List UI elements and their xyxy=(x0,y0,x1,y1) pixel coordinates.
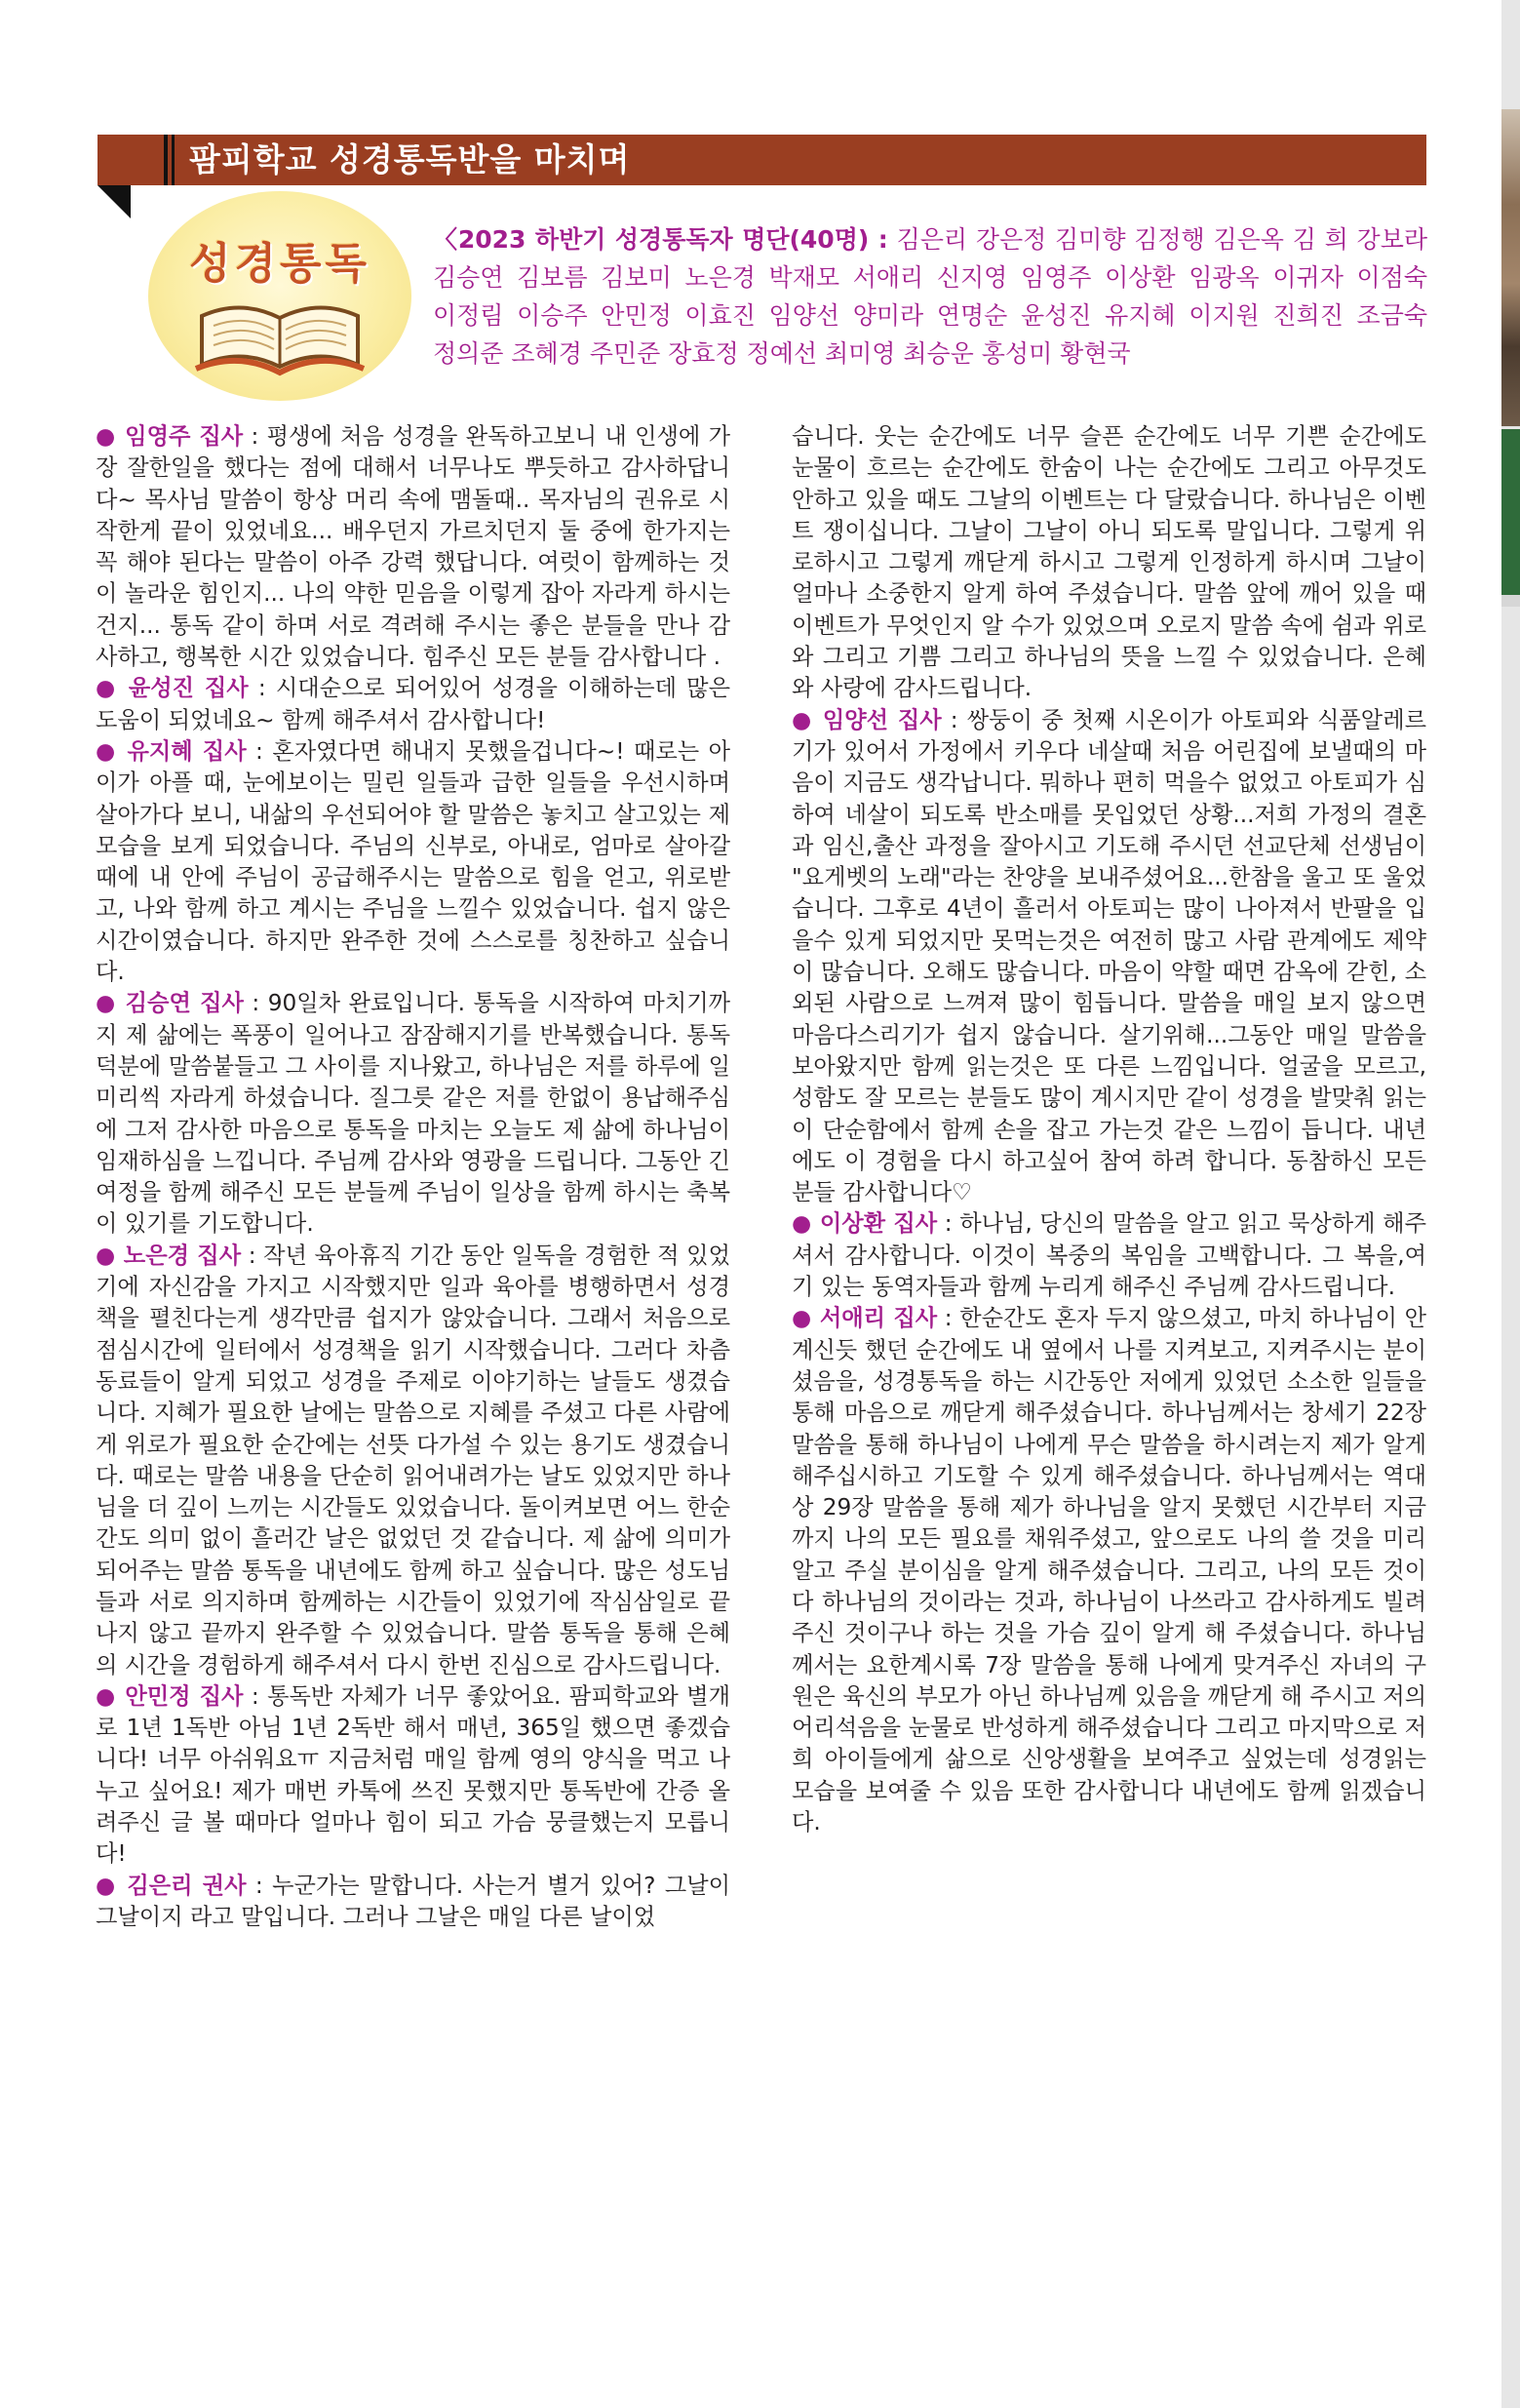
reader-roster xyxy=(433,220,1427,373)
edge-stripe xyxy=(1501,595,1520,607)
bible-reading-logo xyxy=(148,191,411,401)
testimony: ● 유지혜 집사 : 혼자였다면 해내지 못했을겁니다~! 때로는 아이가 아플 때, 눈에보이는 밀린 일들과 급한 일들을 우선시하며 살아가다 보니, 내삶의 우선되어야 할 말씀은 놓치고 살고있는 제모습을 보게 되었습니다. 주님의 신부로, 아내로, 엄마로 살아갈 때에 내 안에 주님이 공급해주시는 말씀으로 힘을 얻고, 위로받고, 나와 함께 하고 계시는 주님을 느낄수 있었습니다. 쉽지 않은 시간이였습니다. 하지만 완주한 것에 스스로를 칭찬하고 싶습니다. xyxy=(96,737,730,986)
bullet-icon: ● xyxy=(96,1242,124,1269)
edge-green-tab xyxy=(1501,429,1520,595)
testimony-text: 평생에 처음 성경을 완독하고보니 내 인생에 가장 잘한일을 했다는 점에 대해서 너무나도 뿌듯하고 감사하답니다~ 목사님 말씀이 항상 머리 속에 맴돌때.. 목자님의 권유로 시작한게 끝이 있었네요... 배우던지 가르치던지 둘 중에 한가지는 꼭 해야 된다는 말씀이 아주 강력 했답니다. 여럿이 함께하는 것이 놀라운 힘인지... 나의 약한 믿음을 이렇게 잡아 자라게 하시는 건지... 통독 같이 하며 서로 격려해 주시는 좋은 분들을 만나 감사하고, 행복한 시간 있었습니다. 힘주신 모든 분들 감사합니다 . xyxy=(96,423,730,671)
testimony-author: 임영주 집사 xyxy=(125,423,244,450)
testimony-text: 습니다. 웃는 순간에도 너무 슬픈 순간에도 너무 기쁜 순간에도 눈물이 흐르는 순간에도 한숨이 나는 순간에도 그리고 아무것도 안하고 있을 때도 그날의 이벤트는 다 달랐습니다. 하나님은 이벤트 쟁이십니다. 그날이 그날이 아니 되도록 말입니다. 그렇게 위로하시고 그렇게 깨닫게 하시고 그렇게 인정하게 하시며 그날이 얼마나 소중한지 알게 하여 주셨습니다. 말씀 앞에 깨어 있을 때 이벤트가 무엇인지 알 수가 있었으며 오로지 말씀 속에 쉼과 위로와 그리고 기쁨 그리고 하나님의 뜻을 느낄 수 있었습니다. 은혜와 사랑에 감사드립니다. xyxy=(792,423,1426,702)
testimony-text: 하나님, 당신의 말씀을 알고 읽고 묵상하게 해주셔서 감사합니다. 이것이 복중의 복임을 고백합니다. 그 복을,여기 있는 동역자들과 함께 누리게 해주신 주님께 감사드립니다. xyxy=(792,1210,1426,1301)
testimony-text: 누군가는 말합니다. 사는거 별거 있어? 그날이 그날이지 라고 말입니다. 그러나 그날은 매일 다른 날이었 xyxy=(96,1872,730,1930)
bullet-icon: ● xyxy=(96,1682,126,1710)
testimony-author: 임양선 집사 xyxy=(822,706,942,733)
bullet-icon: ● xyxy=(96,990,126,1017)
open-book-icon xyxy=(192,287,368,384)
testimony: ● 노은경 집사 : 작년 육아휴직 기간 동안 일독을 경험한 적 있었기에 자신감을 가지고 시작했지만 일과 육아를 병행하면서 성경책을 펼친다는게 생각만큼 쉽지가 않았습니다. 그래서 처음으로 점심시간에 일터에서 성경책을 읽기 시작했습니다. 그러다 차츰 동료들이 알게 되었고 성경을 주제로 이야기하는 날들도 생겼습니다. 지혜가 필요한 날에는 말씀으로 지혜를 주셨고 다른 사람에게 위로가 필요한 순간에는 선뜻 다가설 수 있는 용기도 생겼습니다. 때로는 말씀 내용을 단순히 읽어내려가는 날도 있었지만 하나님을 더 깊이 느끼는 시간들도 있었습니다. 돌이켜보면 어느 한순간도 의미 없이 흘러간 날은 없었던 것 같습니다. 제 삶에 의미가 되어주는 말씀 통독을 내년에도 함께 하고 싶습니다. 많은 성도님들과 서로 의지하며 함께하는 시간들이 있었기에 작심삼일로 끝나지 않고 끝까지 완주할 수 있었습니다. 말씀 통독을 통해 은혜의 시간을 경험하게 해주셔서 다시 한번 진심으로 감사드립니다. xyxy=(96,1242,730,1678)
section-title: 팜피학교 성경통독반을 마치며 xyxy=(189,140,631,178)
testimony: ● 임영주 집사 : 평생에 처음 성경을 완독하고보니 내 인생에 가장 잘한일을 했다는 점에 대해서 너무나도 뿌듯하고 감사하답니다~ 목사님 말씀이 항상 머리 속에 맴돌때.. 목자님의 권유로 시작한게 끝이 있었네요... 배우던지 가르치던지 둘 중에 한가지는 꼭 해야 된다는 말씀이 아주 강력 했답니다. 여럿이 함께하는 것이 놀라운 힘인지... 나의 약한 믿음을 이렇게 잡아 자라게 하시는 건지... 통독 같이 하며 서로 격려해 주시는 좋은 분들을 만나 감사하고, 행복한 시간 있었습니다. 힘주신 모든 분들 감사합니다 . xyxy=(96,423,730,671)
testimony: ● 김은리 권사 : 누군가는 말합니다. 사는거 별거 있어? 그날이 그날이지 라고 말입니다. 그러나 그날은 매일 다른 날이었 xyxy=(96,1872,730,1930)
header-divider xyxy=(164,135,168,185)
roster-names: 김은리 강은정 김미향 김정행 김은옥 김 희 강보라 xyxy=(896,225,1427,254)
roster-line: 이정림 이승주 안민정 이효진 임양선 양미라 연명순 윤성진 유지혜 이지원 진희진 조금숙 xyxy=(433,301,1427,330)
testimony-text: 시대순으로 되어있어 성경을 이해하는데 많은 도움이 되었네요~ 함께 해주셔서 감사합니다! xyxy=(96,675,730,733)
header-corner-fold xyxy=(97,185,131,218)
testimony-text: 혼자였다면 해내지 못했을겁니다~! 때로는 아이가 아플 때, 눈에보이는 밀린 일들과 급한 일들을 우선시하며 살아가다 보니, 내삶의 우선되어야 할 말씀은 놓치고 살고있는 제모습을 보게 되었습니다. 주님의 신부로, 아내로, 엄마로 살아갈 때에 내 안에 주님이 공급해주시는 말씀으로 힘을 얻고, 위로받고, 나와 함께 하고 계시는 주님을 느낄수 있었습니다. 쉽지 않은 시간이였습니다. 하지만 완주한 것에 스스로를 칭찬하고 싶습니다. xyxy=(96,737,730,986)
testimony: ● 안민정 집사 : 통독반 자체가 너무 좋았어요. 팜피학교와 별개로 1년 1독반 아님 1년 2독반 해서 매년, 365일 했으면 좋겠습니다! 너무 아쉬워요ㅠ 지금처럼 매일 함께 영의 양식을 먹고 나누고 싶어요! 제가 매번 카톡에 쓰진 못했지만 통독반에 간증 올려주신 글 볼 때마다 얼마나 힘이 되고 가슴 뭉클했는지 모릅니다! xyxy=(96,1682,730,1868)
testimony: ● 서애리 집사 : 한순간도 혼자 두지 않으셨고, 마치 하나님이 안계신듯 했던 순간에도 내 옆에서 나를 지켜보고, 지켜주시는 분이셨음을, 성경통독을 하는 시간동안 저에게 있었던 소소한 일들을 통해 마음으로 깨닫게 해주셨습니다. 하나님께서는 창세기 22장 말씀을 통해 하나님이 나에게 무슨 말씀을 하시려는지 제가 알게 해주십시하고 기도할 수 있게 해주셨습니다. 하나님께서는 역대상 29장 말씀을 통해 제가 하나님을 알지 못했던 시간부터 지금까지 나의 모든 필요를 채워주셨고, 앞으로도 나의 쓸 것을 미리 알고 주실 분이심을 알게 해주셨습니다. 그리고, 나의 모든 것이 다 하나님의 것이라는 것과, 하나님이 나쓰라고 감사하게도 빌려주신 것이구나 하는 것을 가슴 깊이 알게 해 주셨습니다. 하나님께서는 요한계시록 7장 말씀을 통해 나에게 맞겨주신 자녀의 구원은 육신의 부모가 아닌 하나님께 있음을 깨닫게 해 주시고 저의 어리석음을 눈물로 반성하게 해주셨습니다 그리고 마지막으로 저희 아이들에게 삶으로 신앙생활을 보여주고 싶었는데 성경읽는 모습을 보여줄 수 있음 또한 감사합니다 내년에도 함께 읽겠습니다. xyxy=(792,1305,1426,1836)
bullet-icon: ● xyxy=(96,737,128,765)
logo-text: 성경통독 xyxy=(188,239,370,289)
testimony: ● 이상환 집사 : 하나님, 당신의 말씀을 알고 읽고 묵상하게 해주셔서 감사합니다. 이것이 복중의 복임을 고백합니다. 그 복을,여기 있는 동역자들과 함께 누리게 해주신 주님께 감사드립니다. xyxy=(792,1210,1426,1301)
testimony-author: 서애리 집사 xyxy=(819,1305,938,1332)
testimony-text: 쌍둥이 중 첫째 시온이가 아토피와 식품알레르기가 있어서 가정에서 키우다 네살때 처음 어린집에 보낼때의 마음이 지금도 생각납니다. 뭐하나 편히 먹을수 없었고 아토피가 심하여 네살이 되도록 반소매를 못입었던 상황...저희 가정의 결혼과 임신,출산 과정을 잘아시고 기도해 주시던 선교단체 선생님이 "요게벳의 노래"라는 찬양을 보내주셨어요...한참을 울고 또 울었습니다. 그후로 4년이 흘러서 아토피는 많이 나아져서 반팔을 입을수 있게 되었지만 못먹는것은 여전히 많고 사람 관계에도 제약이 많습니다. 오해도 많습니다. 마음이 약할 때면 감옥에 갇힌, 소외된 사람으로 느껴져 많이 힘듭니다. 말씀을 매일 보지 않으면 마음다스리기가 쉽지 않습니다. 살기위해...그동안 매일 말씀을 보아왔지만 함께 읽는것은 또 다른 느낌입니다. 얼굴을 모르고, 성함도 잘 모르는 분들도 많이 계시지만 같이 성경을 발맞춰 읽는 이 단순함에서 함께 손을 잡고 가는것 같은 느낌이 듭니다. 내년에도 이 경험을 다시 하고싶어 참여 하려 합니다. 동참하신 모든 분들 감사합니다♡ xyxy=(792,706,1426,1206)
testimony-author: 이상환 집사 xyxy=(819,1210,938,1238)
testimony-author: 안민정 집사 xyxy=(125,1682,244,1710)
testimony-author: 노은경 집사 xyxy=(123,1242,242,1269)
testimony: ● 김승연 집사 : 90일차 완료입니다. 통독을 시작하여 마치기까지 제 삶에는 폭풍이 일어나고 잠잠해지기를 반복했습니다. 통독 덕분에 말씀붙들고 그 사이를 지나왔고, 하나님은 저를 하루에 일미리씩 자라게 하셨습니다. 질그릇 같은 저를 한없이 용납해주심에 그저 감사한 마음으로 통독을 마치는 오늘도 제 삶에 하나님이 임재하심을 느낍니다. 주님께 감사와 영광을 드립니다. 그동안 긴 여정을 함께 해주신 모든 분들께 주님이 일상을 함께 하시는 축복이 있기를 기도합니다. xyxy=(96,990,730,1238)
bullet-icon: ● xyxy=(792,1210,820,1238)
roster-line: 김승연 김보름 김보미 노은경 박재모 서애리 신지영 임영주 이상환 임광옥 이귀자 이점숙 xyxy=(433,263,1427,292)
testimony-continued xyxy=(792,421,1426,705)
bullet-icon: ● xyxy=(96,675,129,702)
edge-photo-strip xyxy=(1501,109,1520,426)
testimony-author: 김은리 권사 xyxy=(127,1872,247,1899)
header-divider xyxy=(172,135,175,185)
testimony-text: 작년 육아휴직 기간 동안 일독을 경험한 적 있었기에 자신감을 가지고 시작했지만 일과 육아를 병행하면서 성경책을 펼친다는게 생각만큼 쉽지가 않았습니다. 그래서 처음으로 점심시간에 일터에서 성경책을 읽기 시작했습니다. 그러다 차츰 동료들이 알게 되었고 성경을 주제로 이야기하는 날들도 생겼습니다. 지혜가 필요한 날에는 말씀으로 지혜를 주셨고 다른 사람에게 위로가 필요한 순간에는 선뜻 다가설 수 있는 용기도 생겼습니다. 때로는 말씀 내용을 단순히 읽어내려가는 날도 있었지만 하나님을 더 깊이 느끼는 시간들도 있었습니다. 돌이켜보면 어느 한순간도 의미 없이 흘러간 날은 없었던 것 같습니다. 제 삶에 의미가 되어주는 말씀 통독을 내년에도 함께 하고 싶습니다. 많은 성도님들과 서로 의지하며 함께하는 시간들이 있었기에 작심삼일로 끝나지 않고 끝까지 완주할 수 있었습니다. 말씀 통독을 통해 은혜의 시간을 경험하게 해주셔서 다시 한번 진심으로 감사드립니다. xyxy=(96,1242,730,1678)
testimony-text: 통독반 자체가 너무 좋았어요. 팜피학교와 별개로 1년 1독반 아님 1년 2독반 해서 매년, 365일 했으면 좋겠습니다! 너무 아쉬워요ㅠ 지금처럼 매일 함께 영의 양식을 먹고 나누고 싶어요! 제가 매번 카톡에 쓰진 못했지만 통독반에 간증 올려주신 글 볼 때마다 얼마나 힘이 되고 가슴 뭉클했는지 모릅니다! xyxy=(96,1682,730,1868)
bullet-icon: ● xyxy=(792,706,823,733)
right-column xyxy=(792,421,1426,1838)
roster-line xyxy=(433,220,1427,258)
bullet-icon: ● xyxy=(792,1305,820,1332)
bullet-icon: ● xyxy=(96,1872,128,1899)
roster-heading: 〈2023 하반기 성경통독자 명단(40명) : xyxy=(433,225,888,254)
testimony-text: 90일차 완료입니다. 통독을 시작하여 마치기까지 제 삶에는 폭풍이 일어나고 잠잠해지기를 반복했습니다. 통독 덕분에 말씀붙들고 그 사이를 지나왔고, 하나님은 저를 하루에 일미리씩 자라게 하셨습니다. 질그릇 같은 저를 한없이 용납해주심에 그저 감사한 마음으로 통독을 마치는 오늘도 제 삶에 하나님이 임재하심을 느낍니다. 주님께 감사와 영광을 드립니다. 그동안 긴 여정을 함께 해주신 모든 분들께 주님이 일상을 함께 하시는 축복이 있기를 기도합니다. xyxy=(96,990,730,1238)
testimony-text: 한순간도 혼자 두지 않으셨고, 마치 하나님이 안계신듯 했던 순간에도 내 옆에서 나를 지켜보고, 지켜주시는 분이셨음을, 성경통독을 하는 시간동안 저에게 있었던 소소한 일들을 통해 마음으로 깨닫게 해주셨습니다. 하나님께서는 창세기 22장 말씀을 통해 하나님이 나에게 무슨 말씀을 하시려는지 제가 알게 해주십시하고 기도할 수 있게 해주셨습니다. 하나님께서는 역대상 29장 말씀을 통해 제가 하나님을 알지 못했던 시간부터 지금까지 나의 모든 필요를 채워주셨고, 앞으로도 나의 쓸 것을 미리 알고 주실 분이심을 알게 해주셨습니다. 그리고, 나의 모든 것이 다 하나님의 것이라는 것과, 하나님이 나쓰라고 감사하게도 빌려주신 것이구나 하는 것을 가슴 깊이 알게 해 주셨습니다. 하나님께서는 요한계시록 7장 말씀을 통해 나에게 맞겨주신 자녀의 구원은 육신의 부모가 아닌 하나님께 있음을 깨닫게 해 주시고 저의 어리석음을 눈물로 반성하게 해주셨습니다 그리고 마지막으로 저희 아이들에게 삶으로 신앙생활을 보여주고 싶었는데 성경읽는 모습을 보여줄 수 있음 또한 감사합니다 내년에도 함께 읽겠습니다. xyxy=(792,1305,1426,1836)
roster-line: 정의준 조혜경 주민준 장효정 정예선 최미영 최승운 홍성미 황현국 xyxy=(433,339,1131,368)
testimony: ● 윤성진 집사 : 시대순으로 되어있어 성경을 이해하는데 많은 도움이 되었네요~ 함께 해주셔서 감사합니다! xyxy=(96,675,730,733)
bullet-icon: ● xyxy=(96,423,126,450)
testimony-author: 김승연 집사 xyxy=(125,990,244,1017)
left-column xyxy=(96,421,730,1933)
testimony-author: 윤성진 집사 xyxy=(128,675,249,702)
testimony: ● 임양선 집사 : 쌍둥이 중 첫째 시온이가 아토피와 식품알레르기가 있어서 가정에서 키우다 네살때 처음 어린집에 보낼때의 마음이 지금도 생각납니다. 뭐하나 편히 먹을수 없었고 아토피가 심하여 네살이 되도록 반소매를 못입었던 상황...저희 가정의 결혼과 임신,출산 과정을 잘아시고 기도해 주시던 선교단체 선생님이 "요게벳의 노래"라는 찬양을 보내주셨어요...한참을 울고 또 울었습니다. 그후로 4년이 흘러서 아토피는 많이 나아져서 반팔을 입을수 있게 되었지만 못먹는것은 여전히 많고 사람 관계에도 제약이 많습니다. 오해도 많습니다. 마음이 약할 때면 감옥에 갇힌, 소외된 사람으로 느껴져 많이 힘듭니다. 말씀을 매일 보지 않으면 마음다스리기가 쉽지 않습니다. 살기위해...그동안 매일 말씀을 보아왔지만 함께 읽는것은 또 다른 느낌입니다. 얼굴을 모르고, 성함도 잘 모르는 분들도 많이 계시지만 같이 성경을 발맞춰 읽는 이 단순함에서 함께 손을 잡고 가는것 같은 느낌이 듭니다. 내년에도 이 경험을 다시 하고싶어 참여 하려 합니다. 동참하신 모든 분들 감사합니다♡ xyxy=(792,706,1426,1206)
testimony-author: 유지혜 집사 xyxy=(127,737,247,765)
